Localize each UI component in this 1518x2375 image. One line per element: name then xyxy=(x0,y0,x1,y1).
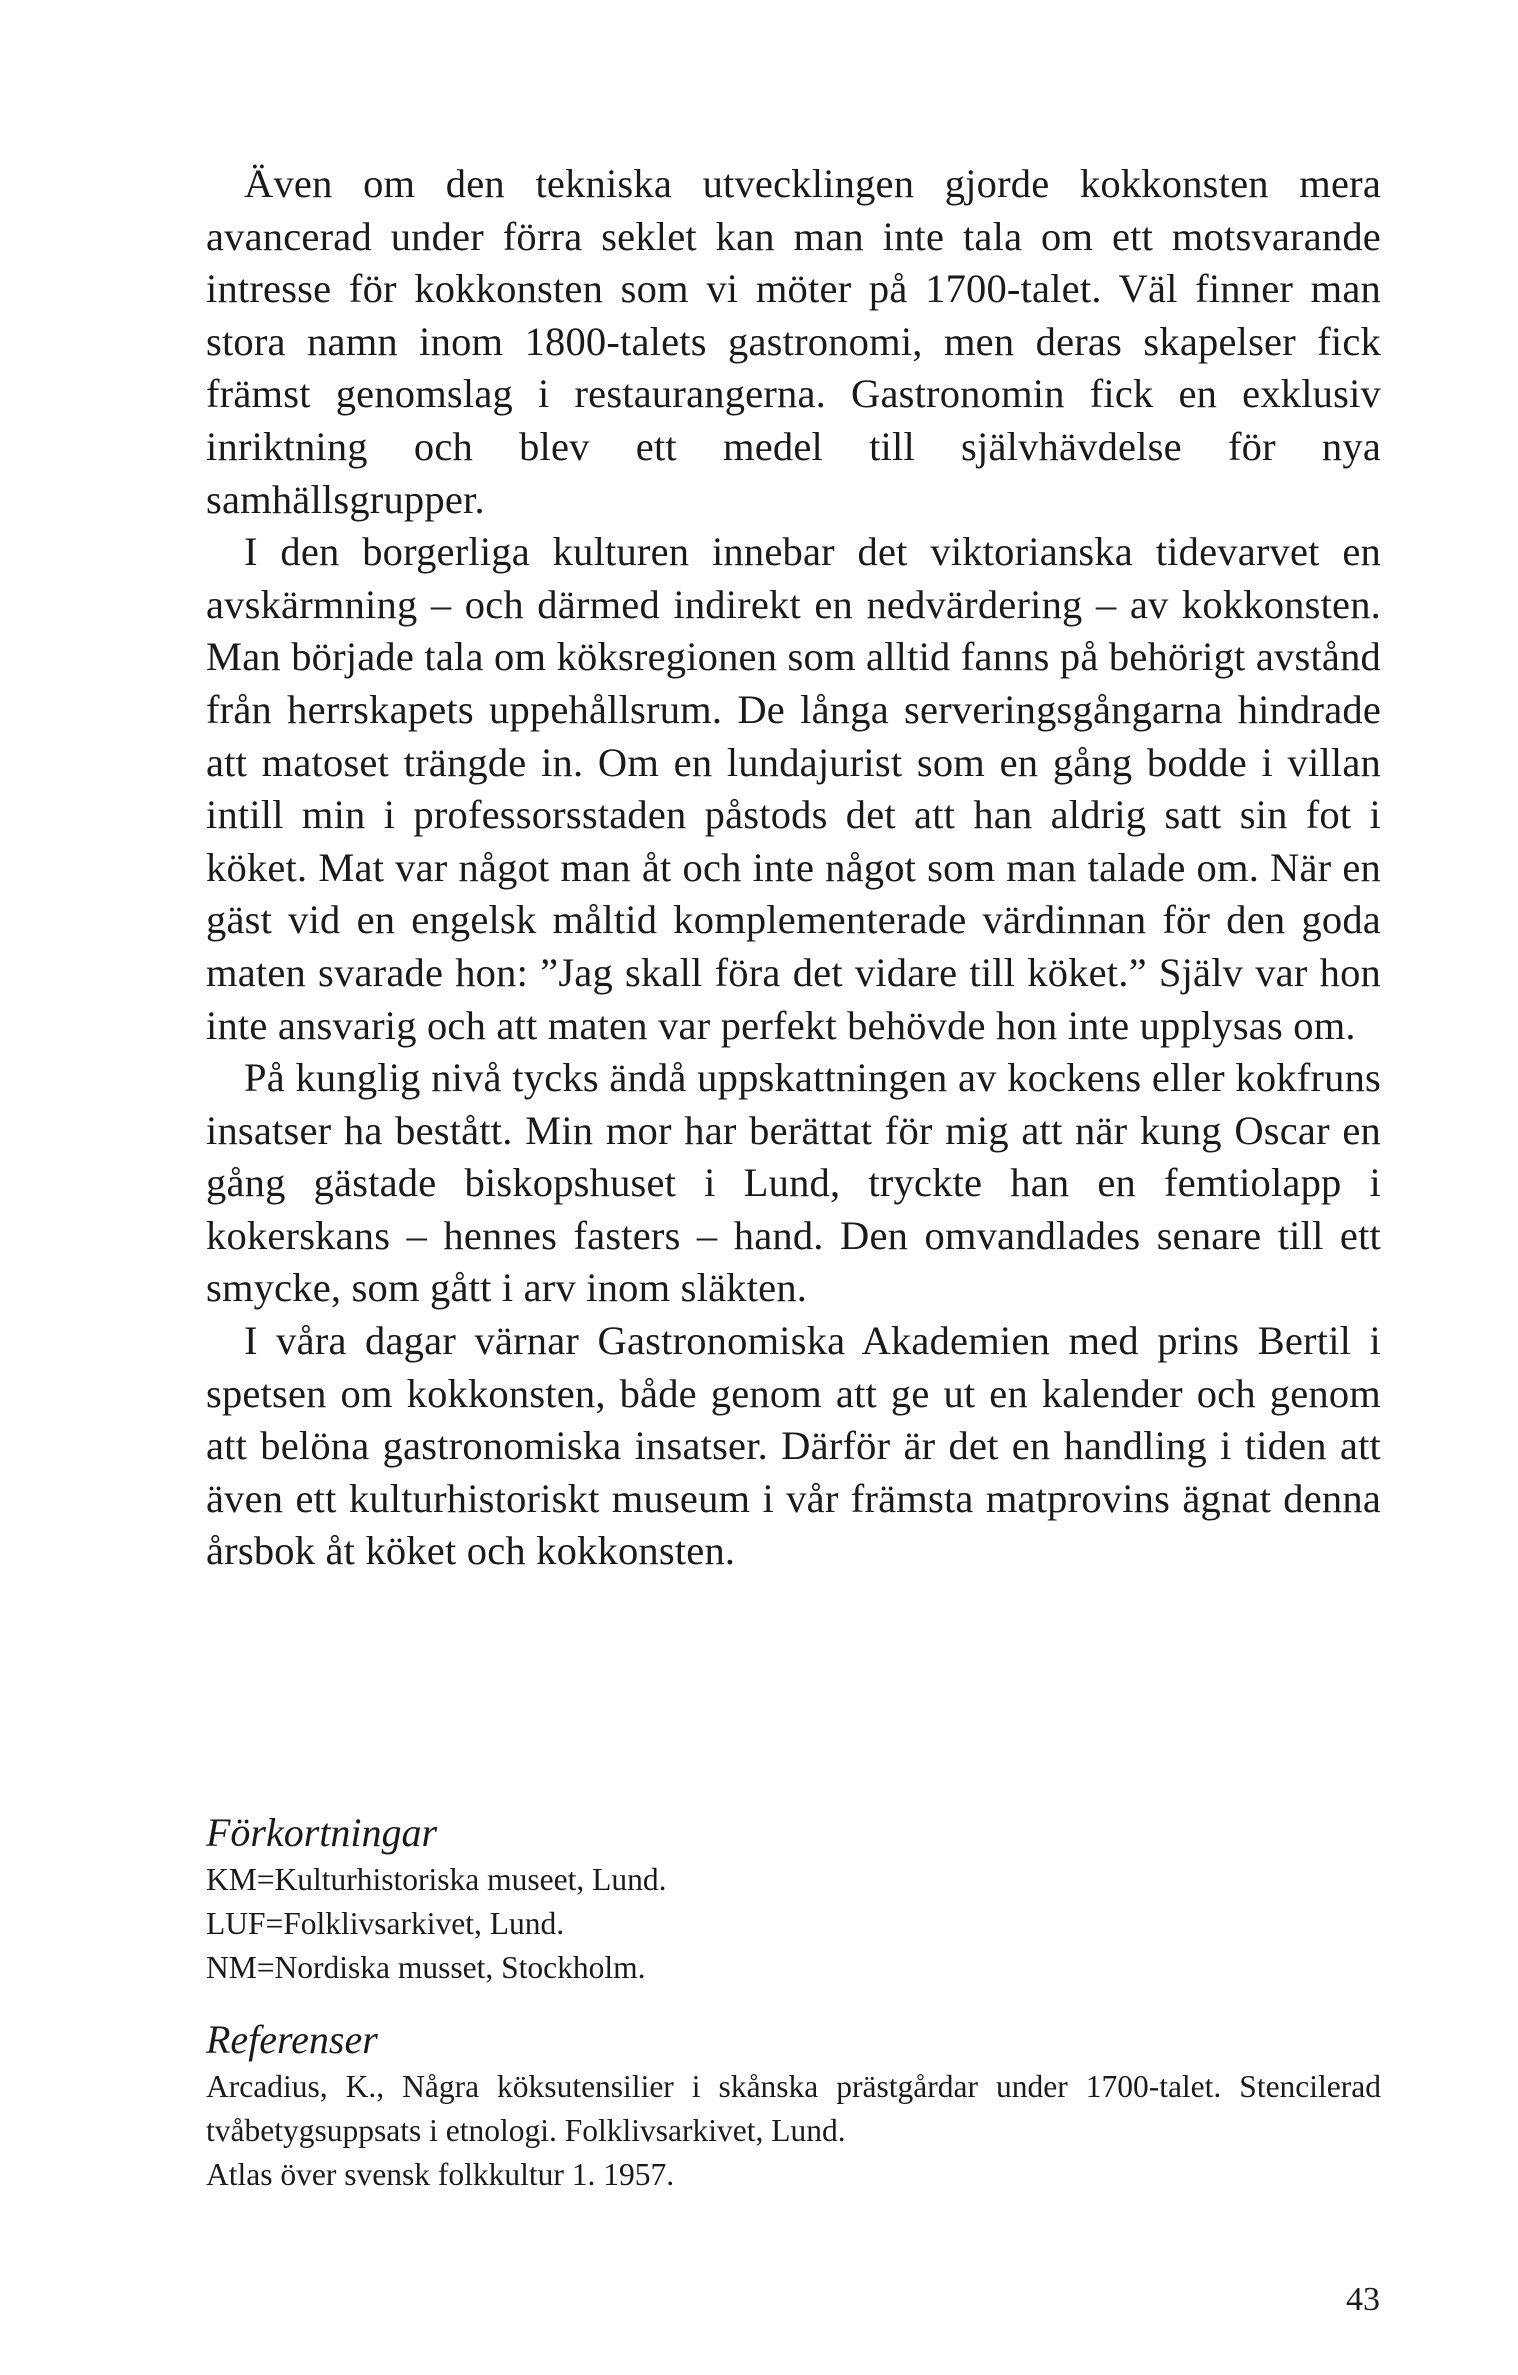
body-text xyxy=(206,158,1381,1578)
paragraph: I den borgerliga kulturen innebar det viktorianska tidevarvet en avskärmning – och därmed indirekt en nedvärdering – av kokkonsten. Man började tala om köksregionen som alltid fanns på behörigt avstånd från herrskapets uppehållsrum. De långa serveringsgångarna hindrade att matoset trängde in. Om en lundajurist som en gång bodde i villan intill min i professorsstaden påstods det att han aldrig satt sin fot i köket. Mat var något man åt och inte något som man talade om. När en gäst vid en engelsk måltid komplementerade värdinnan för den goda maten svarade hon: ”Jag skall föra det vidare till köket.” Själv var hon inte ansvarig och att maten var perfekt behövde hon inte upplysas om. xyxy=(206,529,1381,1048)
references-section xyxy=(206,2015,1381,2197)
reference-item: Atlas över svensk folkkultur 1. 1957. xyxy=(206,2157,675,2192)
reference-item: Arcadius, K., Några köksutensilier i skånska prästgårdar under 1700-talet. Stencilerad tvåbetygsuppsats i etnologi. Folklivsarkivet, Lund. xyxy=(206,2069,1381,2148)
paragraph: På kunglig nivå tycks ändå uppskattningen av kockens eller kokfruns insatser ha bestått. Min mor har berättat för mig att när kung Oscar en gång gästade biskopshuset i Lund, tryckte han en femtiolapp i kokerskans – hennes fasters – hand. Den omvandlades senare till ett smycke, som gått i arv inom släkten. xyxy=(206,1055,1381,1311)
page-number: 43 xyxy=(1346,2281,1380,2318)
abbreviation-item: LUF=Folklivsarkivet, Lund. xyxy=(206,1906,565,1941)
references-heading: Referenser xyxy=(206,2017,378,2062)
abbreviation-item: KM=Kulturhistoriska museet, Lund. xyxy=(206,1862,667,1897)
abbreviation-item: NM=Nordiska musset, Stockholm. xyxy=(206,1950,646,1985)
paragraph: I våra dagar värnar Gastronomiska Akademien med prins Bertil i spetsen om kokkonsten, både genom att ge ut en kalender och genom att belöna gastronomiska insatser. Därför är det en handling i tiden att även ett kulturhistoriskt museum i vår främsta matprovins ägnat denna årsbok åt köket och kokkonsten. xyxy=(206,1318,1381,1574)
abbreviations-heading: Förkortningar xyxy=(206,1810,438,1855)
abbreviations-section xyxy=(206,1808,1381,1990)
paragraph: Även om den tekniska utvecklingen gjorde kokkonsten mera avancerad under förra seklet kan man inte tala om ett motsvarande intresse för kokkonsten som vi möter på 1700-talet. Väl finner man stora namn inom 1800-talets gastronomi, men deras skapelser fick främst genomslag i restaurangerna. Gastronomin fick en exklusiv inriktning och blev ett medel till självhävdelse för nya samhällsgrupper. xyxy=(206,161,1381,522)
